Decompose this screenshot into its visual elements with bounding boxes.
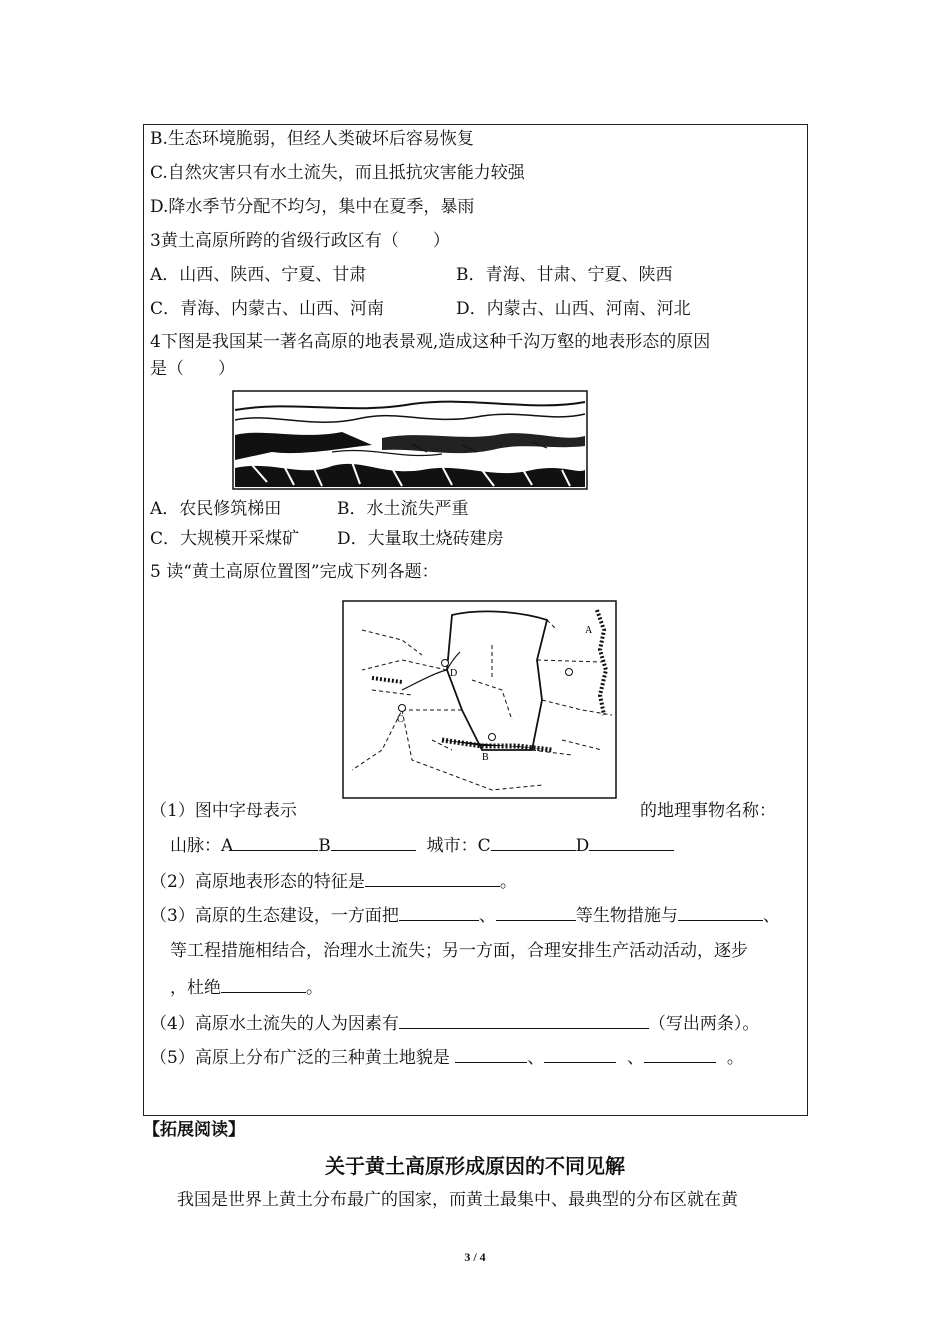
q3-stem: 3黄土高原所跨的省级行政区有（ ） <box>150 231 450 251</box>
q3-option-a: A．山西、陕西、宁夏、甘肃 <box>150 265 367 285</box>
map-label-b: B <box>482 752 489 763</box>
blank-s5-2[interactable] <box>544 1046 616 1063</box>
blank-s3-4[interactable] <box>221 976 306 993</box>
label-d: D <box>575 836 590 856</box>
extension-title: 关于黄土高原形成原因的不同见解 <box>325 1154 625 1178</box>
q5-s3-end: 。 <box>306 978 323 998</box>
map-label-c: C <box>397 714 404 725</box>
label-b: B <box>318 836 331 856</box>
q5-s1-suffix: 的地理事物名称： <box>640 801 776 821</box>
blank-s3-3[interactable] <box>678 904 763 921</box>
q5-s3-line2: 等工程措施相结合，治理水土流失；另一方面，合理安排生产活动活动，逐步 <box>170 941 748 961</box>
label-mountain-a: 山脉：A <box>170 836 234 856</box>
option-b-prev: B.生态环境脆弱，但经人类破坏后容易恢复 <box>150 129 474 149</box>
q5-s5-sep2: 、 <box>627 1048 645 1068</box>
q3-option-d: D．内蒙古、山西、河南、河北 <box>456 299 691 319</box>
q5-s2-end: 。 <box>499 872 517 892</box>
q5-s5-end: 。 <box>726 1048 744 1068</box>
map-label-a: A <box>585 625 593 636</box>
q5-s3-b: 等生物措施与 <box>575 906 678 926</box>
q3-option-c: C．青海、内蒙古、山西、河南 <box>150 299 385 319</box>
q5-s3-sep: 、 <box>478 906 496 926</box>
blank-s5-3[interactable] <box>644 1046 716 1063</box>
blank-s5-1[interactable] <box>455 1046 527 1063</box>
q5-s4-end: （写出两条）。 <box>648 1014 760 1034</box>
option-c-prev: C.自然灾害只有水土流失，而且抵抗灾害能力较强 <box>150 163 525 183</box>
q4-option-a: A．农民修筑梯田 <box>150 499 282 519</box>
blank-a[interactable] <box>233 834 318 851</box>
q5-s2-text: （2）高原地表形态的特征是 <box>150 872 365 892</box>
blank-d[interactable] <box>589 834 674 851</box>
q4-stem-line2: 是（ ） <box>150 359 235 379</box>
q5-s4-text: （4）高原水土流失的人为因素有 <box>150 1014 399 1034</box>
loess-landscape-image <box>232 390 588 490</box>
q3-option-b: B．青海、甘肃、宁夏、陕西 <box>456 265 673 285</box>
blank-b[interactable] <box>331 834 416 851</box>
q5-s1-line2 <box>170 834 674 857</box>
extension-heading: 【拓展阅读】 <box>143 1120 245 1140</box>
q5-s2 <box>150 870 517 893</box>
map-label-d: D <box>450 668 458 679</box>
option-d-prev: D.降水季节分配不均匀，集中在夏季，暴雨 <box>150 197 475 217</box>
q5-stem: 5 读“黄土高原位置图”完成下列各题： <box>150 562 439 582</box>
q4-option-c: C．大规模开采煤矿 <box>150 529 300 549</box>
q4-option-b: B．水土流失严重 <box>337 499 469 519</box>
q5-s3-line3 <box>170 976 323 999</box>
q5-s3-line3-text: ，杜绝 <box>170 978 221 998</box>
blank-s3-2[interactable] <box>496 904 576 921</box>
q5-s3-c: 、 <box>762 906 780 926</box>
extension-paragraph: 我国是世界上黄土分布最广的国家，而黄土最集中、最典型的分布区就在黄 <box>177 1190 738 1210</box>
q4-stem-line1: 4下图是我国某一著名高原的地表景观,造成这种千沟万壑的地表形态的原因 <box>150 332 711 352</box>
q5-s4 <box>150 1012 759 1035</box>
blank-s2[interactable] <box>365 870 500 887</box>
blank-s4[interactable] <box>399 1012 649 1029</box>
q5-s5-text: （5）高原上分布广泛的三种黄土地貌是 <box>150 1048 450 1068</box>
q5-s3-line1 <box>150 904 780 927</box>
q4-option-d: D．大量取土烧砖建房 <box>337 529 504 549</box>
label-city-c: 城市：C <box>426 836 491 856</box>
loess-plateau-map <box>342 600 617 800</box>
page-number: 3 / 4 <box>464 1250 486 1264</box>
blank-s3-1[interactable] <box>399 904 479 921</box>
blank-c[interactable] <box>491 834 576 851</box>
q5-s3-a: （3）高原的生态建设，一方面把 <box>150 906 399 926</box>
q5-s5-sep1: 、 <box>527 1048 545 1068</box>
q5-s1-prefix: （1）图中字母表示 <box>150 801 297 821</box>
q5-s5 <box>150 1046 744 1069</box>
